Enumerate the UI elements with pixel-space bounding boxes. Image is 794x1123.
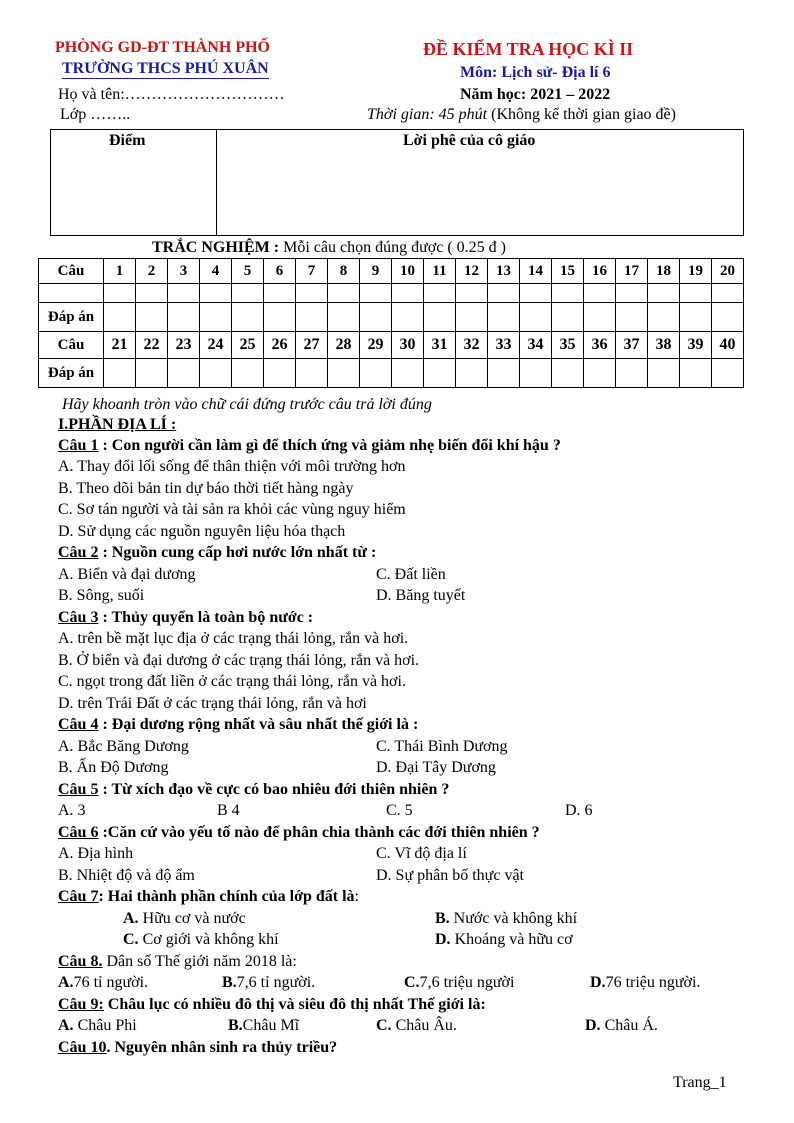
answer-cell[interactable] <box>456 303 488 332</box>
q2-option-d[interactable]: D. Băng tuyết <box>376 587 466 604</box>
question-2: Câu 2 : Nguồn cung cấp hơi nước lớn nhất từ : <box>58 544 377 561</box>
answer-cell[interactable] <box>136 303 168 332</box>
answer-row-2 <box>39 359 744 388</box>
question-number: 5 <box>232 259 264 284</box>
q9-option-a[interactable]: A. Châu Phi <box>58 1017 137 1034</box>
answer-cell[interactable] <box>680 303 712 332</box>
exam-duration: Thời gian: 45 phút (Không kể thời gian giao đề) <box>367 106 676 123</box>
answer-cell[interactable] <box>200 303 232 332</box>
answer-cell[interactable] <box>488 359 520 388</box>
q7-option-b[interactable]: B. Nước và không khí <box>435 910 578 927</box>
answer-row-1 <box>39 303 744 332</box>
question-number: 1 <box>104 259 136 284</box>
answer-cell[interactable] <box>392 359 424 388</box>
school-name: TRƯỜNG THCS PHÚ XUÂN <box>62 60 269 77</box>
grade-box <box>50 129 744 236</box>
class-line: Lớp …….. <box>60 106 131 123</box>
question-number: 11 <box>424 259 456 284</box>
q2-option-c[interactable]: C. Đất liền <box>376 566 446 583</box>
question-number: 6 <box>264 259 296 284</box>
answer-cell[interactable] <box>168 359 200 388</box>
q6-option-a[interactable]: A. Địa hình <box>58 845 134 862</box>
exam-subject: Môn: Lịch sử- Địa lí 6 <box>460 64 611 81</box>
question-number: 32 <box>456 332 488 359</box>
answer-cell[interactable] <box>552 359 584 388</box>
question-label: Câu <box>39 332 104 359</box>
spacer-row <box>39 284 744 303</box>
answer-cell[interactable] <box>360 303 392 332</box>
q1-option-d[interactable]: D. Sử dụng các nguồn nguyên liệu hóa thạch <box>58 523 346 540</box>
q3-option-b[interactable]: B. Ở biển và đại dương ở các trạng thái lỏng, rắn và hơi. <box>58 652 420 669</box>
answer-cell[interactable] <box>168 303 200 332</box>
question-8: Câu 8. Dân số Thế giới năm 2018 là: <box>58 953 297 970</box>
answer-cell[interactable] <box>488 303 520 332</box>
question-number: 13 <box>488 259 520 284</box>
grade-box-divider <box>216 130 217 235</box>
answer-cell[interactable] <box>520 303 552 332</box>
question-number: 27 <box>296 332 328 359</box>
answer-cell[interactable] <box>296 359 328 388</box>
question-number: 3 <box>168 259 200 284</box>
score-label: Điểm <box>109 132 146 149</box>
answer-cell[interactable] <box>552 303 584 332</box>
section-title: I.PHẦN ĐỊA LÍ : <box>58 416 177 433</box>
question-5: Câu 5 : Từ xích đạo về cực có bao nhiêu đới thiên nhiên ? <box>58 781 450 798</box>
answer-cell[interactable] <box>712 359 744 388</box>
question-number: 40 <box>712 332 744 359</box>
q1-option-b[interactable]: B. Theo dõi bản tin dự báo thời tiết hàng ngày <box>58 480 354 497</box>
question-number: 7 <box>296 259 328 284</box>
question-number: 10 <box>392 259 424 284</box>
question-number: 17 <box>616 259 648 284</box>
question-number: 22 <box>136 332 168 359</box>
question-number: 8 <box>328 259 360 284</box>
q7-option-c[interactable]: C. Cơ giới và không khí <box>123 931 279 948</box>
q2-option-b[interactable]: B. Sông, suối <box>58 587 145 604</box>
question-number: 37 <box>616 332 648 359</box>
question-number: 9 <box>360 259 392 284</box>
q1-option-a[interactable]: A. Thay đổi lối sống để thân thiện với môi trường hơn <box>58 458 406 475</box>
q8-option-b[interactable]: B.7,6 tỉ người. <box>222 974 316 991</box>
answer-cell[interactable] <box>680 359 712 388</box>
department-name: PHÒNG GD-ĐT THÀNH PHỐ <box>55 39 270 56</box>
question-number: 29 <box>360 332 392 359</box>
question-1: Câu 1 : Con người cần làm gì để thích ứng và giảm nhẹ biến đổi khí hậu ? <box>58 437 561 454</box>
answer-cell[interactable] <box>456 359 488 388</box>
answer-cell[interactable] <box>360 359 392 388</box>
answer-cell[interactable] <box>232 359 264 388</box>
question-number: 25 <box>232 332 264 359</box>
question-number: 12 <box>456 259 488 284</box>
answer-cell[interactable] <box>264 359 296 388</box>
answer-cell[interactable] <box>648 359 680 388</box>
q4-option-a[interactable]: A. Bắc Băng Dương <box>58 738 189 755</box>
answer-cell[interactable] <box>136 359 168 388</box>
q7-option-d[interactable]: D. Khoáng và hữu cơ <box>435 931 573 948</box>
answer-cell[interactable] <box>584 303 616 332</box>
q7-option-a[interactable]: A. Hữu cơ và nước <box>123 910 246 927</box>
q3-option-d[interactable]: D. trên Trái Đất ở các trạng thái lỏng, rắn và hơi <box>58 695 367 712</box>
question-9: Câu 9: Châu lục có nhiều đô thị và siêu đô thị nhất Thế giới là: <box>58 996 486 1013</box>
question-number: 24 <box>200 332 232 359</box>
answer-cell[interactable] <box>392 303 424 332</box>
question-number: 21 <box>104 332 136 359</box>
question-7: Câu 7: Hai thành phần chính của lớp đất là: <box>58 888 359 905</box>
q4-option-b[interactable]: B. Ấn Độ Dương <box>58 759 169 776</box>
q5-option-d[interactable]: D. 6 <box>565 802 593 819</box>
q3-option-c[interactable]: C. ngọt trong đất liền ở các trạng thái lỏng, rắn và hơi. <box>58 673 406 690</box>
school-year: Năm học: 2021 – 2022 <box>460 86 611 103</box>
q6-option-c[interactable]: C. Vĩ độ địa lí <box>376 845 467 862</box>
question-number: 15 <box>552 259 584 284</box>
question-row-2 <box>39 332 744 359</box>
teacher-comment-label: Lời phê của cô giáo <box>403 132 536 149</box>
question-number: 23 <box>168 332 200 359</box>
q1-option-c[interactable]: C. Sơ tán người và tài sản ra khỏi các vùng nguy hiểm <box>58 501 406 518</box>
answer-cell[interactable] <box>424 303 456 332</box>
q5-option-b[interactable]: B 4 <box>217 802 240 819</box>
student-name-line: Họ và tên:………………………… <box>58 86 285 103</box>
question-number: 38 <box>648 332 680 359</box>
q8-option-d[interactable]: D.76 triệu người. <box>590 974 701 991</box>
q5-option-a[interactable]: A. 3 <box>58 802 86 819</box>
answer-cell[interactable] <box>264 303 296 332</box>
answer-cell[interactable] <box>328 359 360 388</box>
answer-cell[interactable] <box>328 303 360 332</box>
answer-cell[interactable] <box>648 303 680 332</box>
answer-cell[interactable] <box>296 303 328 332</box>
answer-cell[interactable] <box>616 359 648 388</box>
answer-cell[interactable] <box>104 303 136 332</box>
question-number: 28 <box>328 332 360 359</box>
question-number: 34 <box>520 332 552 359</box>
question-number: 20 <box>712 259 744 284</box>
q9-option-d[interactable]: D. Châu Á. <box>585 1017 658 1034</box>
q2-option-a[interactable]: A. Biển và đại dương <box>58 566 196 583</box>
question-number: 4 <box>200 259 232 284</box>
multiple-choice-heading: TRẮC NGHIỆM : Mỗi câu chọn đúng được ( 0.25 đ ) <box>152 239 506 256</box>
q5-option-c[interactable]: C. 5 <box>386 802 413 819</box>
answer-cell[interactable] <box>520 359 552 388</box>
q9-option-c[interactable]: C. Châu Âu. <box>376 1017 457 1034</box>
question-number: 35 <box>552 332 584 359</box>
q6-option-d[interactable]: D. Sự phân bố thực vật <box>376 867 524 884</box>
question-number: 33 <box>488 332 520 359</box>
q3-option-a[interactable]: A. trên bề mặt lục địa ở các trạng thái lỏng, rắn và hơi. <box>58 630 409 647</box>
answer-cell[interactable] <box>232 303 264 332</box>
answer-table <box>38 258 744 388</box>
question-number: 14 <box>520 259 552 284</box>
answer-label: Đáp án <box>39 303 104 332</box>
answer-cell[interactable] <box>104 359 136 388</box>
q4-option-c[interactable]: C. Thái Bình Dương <box>376 738 508 755</box>
answer-cell[interactable] <box>424 359 456 388</box>
q9-option-b[interactable]: B.Châu Mĩ <box>228 1017 300 1034</box>
question-6: Câu 6 :Căn cứ vào yếu tố nào để phân chia thành các đới thiên nhiên ? <box>58 824 540 841</box>
exam-title: ĐỀ KIỂM TRA HỌC KÌ II <box>423 39 634 59</box>
answer-cell[interactable] <box>200 359 232 388</box>
question-label: Câu <box>39 259 104 284</box>
answer-cell[interactable] <box>584 359 616 388</box>
answer-cell[interactable] <box>712 303 744 332</box>
page-number: Trang_1 <box>673 1074 727 1091</box>
question-number: 2 <box>136 259 168 284</box>
question-number: 36 <box>584 332 616 359</box>
q4-option-d[interactable]: D. Đại Tây Dương <box>376 759 496 776</box>
question-number: 18 <box>648 259 680 284</box>
question-number: 39 <box>680 332 712 359</box>
q8-option-c[interactable]: C.7,6 triệu người <box>404 974 515 991</box>
question-row-1 <box>39 259 744 284</box>
question-10: Câu 10. Nguyên nhân sinh ra thủy triều? <box>58 1039 338 1056</box>
question-number: 30 <box>392 332 424 359</box>
answer-cell[interactable] <box>616 303 648 332</box>
question-number: 19 <box>680 259 712 284</box>
instruction-text: Hãy khoanh tròn vào chữ cái đứng trước câu trả lời đúng <box>62 396 432 413</box>
question-number: 31 <box>424 332 456 359</box>
q6-option-b[interactable]: B. Nhiệt độ và độ ẩm <box>58 867 195 884</box>
q8-option-a[interactable]: A.76 tỉ người. <box>58 974 149 991</box>
question-3: Câu 3 : Thủy quyển là toàn bộ nước : <box>58 609 314 626</box>
question-4: Câu 4 : Đại dương rộng nhất và sâu nhất thế giới là : <box>58 716 419 733</box>
question-number: 26 <box>264 332 296 359</box>
answer-label: Đáp án <box>39 359 104 388</box>
question-number: 16 <box>584 259 616 284</box>
